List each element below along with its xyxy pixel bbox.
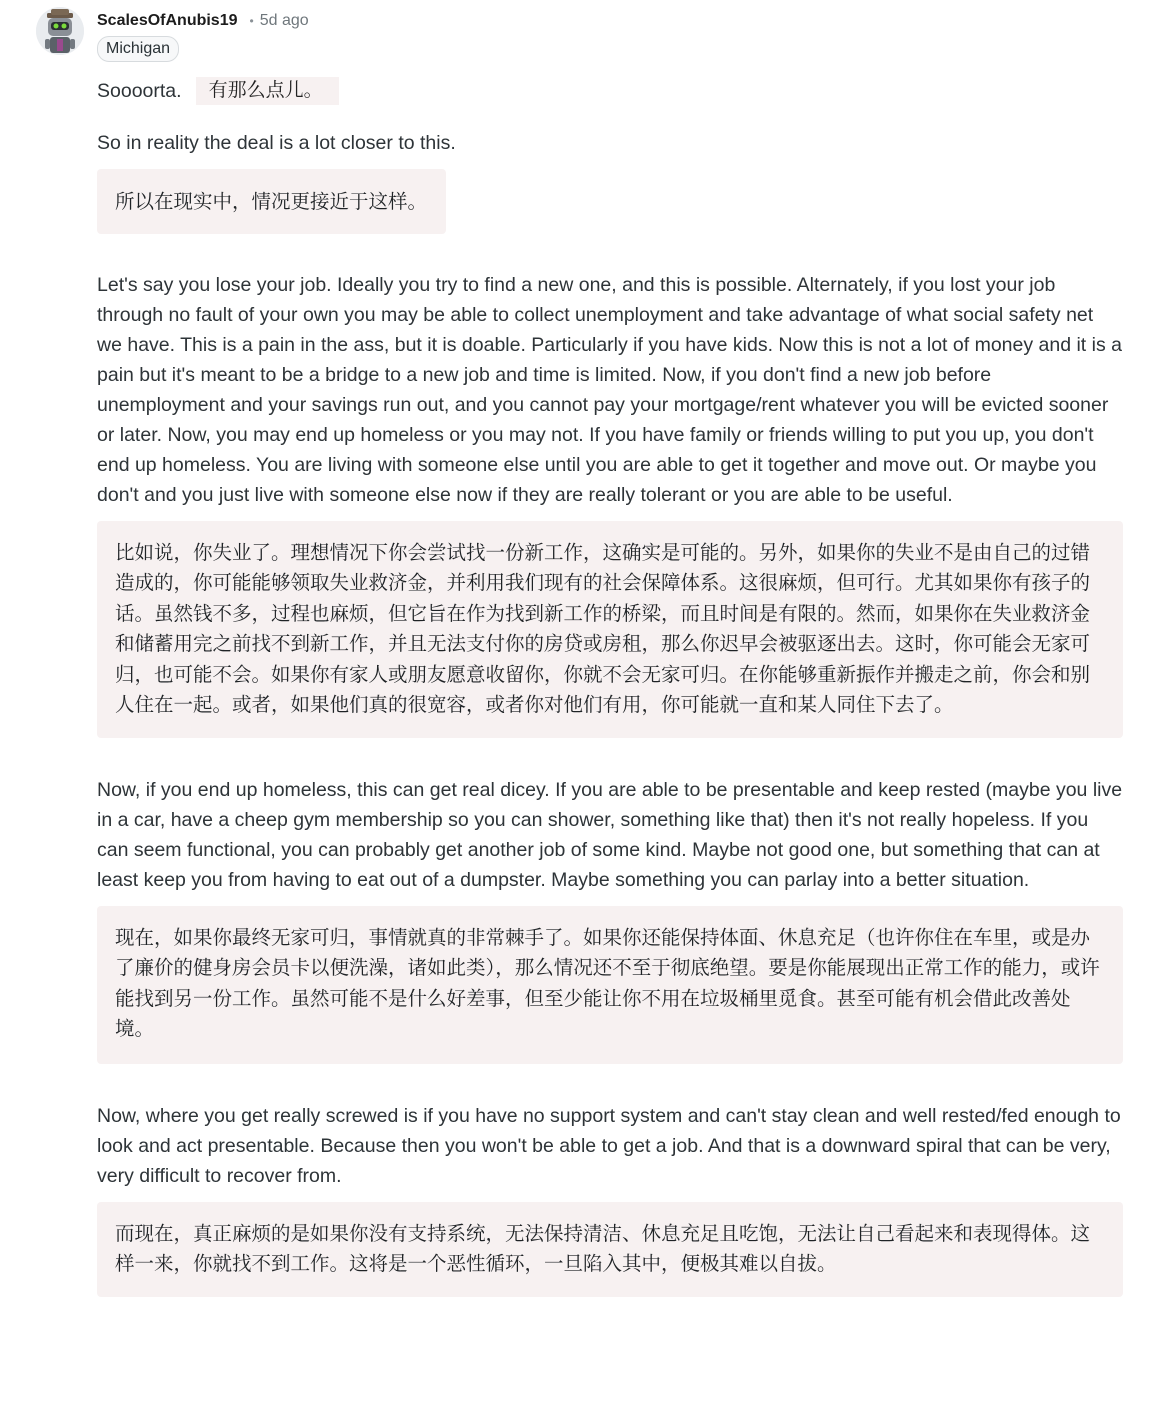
username-link[interactable]: ScalesOfAnubis19 [97,12,238,29]
avatar-graphic [36,7,84,55]
comment-body [97,76,1123,1297]
translation-2: 比如说，你失业了。理想情况下你会尝试找一份新工作，这确实是可能的。另外，如果你的失业不是由自己的过错造成的，你可能能够领取失业救济金，并利用我们现有的社会保障体系。这很麻烦，但可行。尤其如果你有孩子的话。虽然钱不多，过程也麻烦，但它旨在作为找到新工作的桥梁，而且时间是有限的。然而，如果你在失业救济金和储蓄用完之前找不到新工作，并且无法支付你的房贷或房租，那么你迟早会被驱逐出去。这时，你可能会无家可归，也可能不会。如果你有家人或朋友愿意收留你，你就不会无家可归。在你能够重新振作并搬走之前，你会和别人住在一起。或者，如果他们真的很宽容，或者你对他们有用，你可能就一直和某人同住下去了。 [97,521,1123,738]
translation-3: 现在，如果你最终无家可归，事情就真的非常棘手了。如果你还能保持体面、休息充足（也许你住在车里，或是办了廉价的健身房会员卡以便洗澡，诸如此类），那么情况还不至于彻底绝望。要是你能展现出正常工作的能力，或许能找到另一份工作。虽然可能不是什么好差事，但至少能让你不用在垃圾桶里觅食。甚至可能有机会借此改善处境。 [97,906,1123,1064]
comment-meta [97,8,309,34]
user-flair: Michigan [97,36,179,62]
timestamp[interactable]: 5d ago [259,12,309,29]
robot-avatar-icon[interactable] [36,7,84,55]
paragraph-1: So in reality the deal is a lot closer to this. [97,132,456,154]
paragraph-4: Now, where you get really screwed is if you have no support system and can't stay clean and well rested/fed enough to look and act presentable. Because then you won't be able to get a job. And that is a downward spiral that can be very, very difficult to recover from. [97,1104,1121,1187]
paragraph-3: Now, if you end up homeless, this can get real dicey. If you are able to be presentable and keep rested (maybe you live in a car, have a cheep gym membership so you can shower, something like that) then it's not really hopeless. If you can seem functional, you can probably get another job of some kind. Maybe not good one, but something that can at least keep you from having to eat out of a dumpster. Maybe something you can parlay into a better situation. [97,778,1123,891]
intro-translation: 有那么点儿。 [196,77,339,105]
intro-text: Soooorta. [97,80,182,102]
translation-1: 所以在现实中，情况更接近于这样。 [97,169,446,234]
intro-line [97,76,1123,106]
translation-4: 而现在，真正麻烦的是如果你没有支持系统，无法保持清洁、休息充足且吃饱，无法让自己看起来和表现得体。这样一来，你就找不到工作。这将是一个恶性循环，一旦陷入其中，便极其难以自拔。 [97,1202,1123,1297]
paragraph-2: Let's say you lose your job. Ideally you try to find a new one, and this is possible. Alternately, if you lost your job through no fault of your own you may be able to collect unemployment and take advantage of what social safety net we have. This is a pain in the ass, but it is doable. Particularly if you have kids. Now this is not a lot of money and it is a pain but it's meant to be a bridge to a new job and time is limited. Now, if you don't find a new job before unemployment and your savings run out, and you cannot pay your mortgage/rent whatever you will be evicted sooner or later. Now, you may end up homeless or you may not. If you have family or friends willing to put you up, you don't end up homeless. You are living with someone else until you are able to get it together and move out. Or maybe you don't and you just live with someone else now if they are really tolerant or you are able to be useful. [97,273,1122,506]
meta-separator: • [249,14,254,28]
